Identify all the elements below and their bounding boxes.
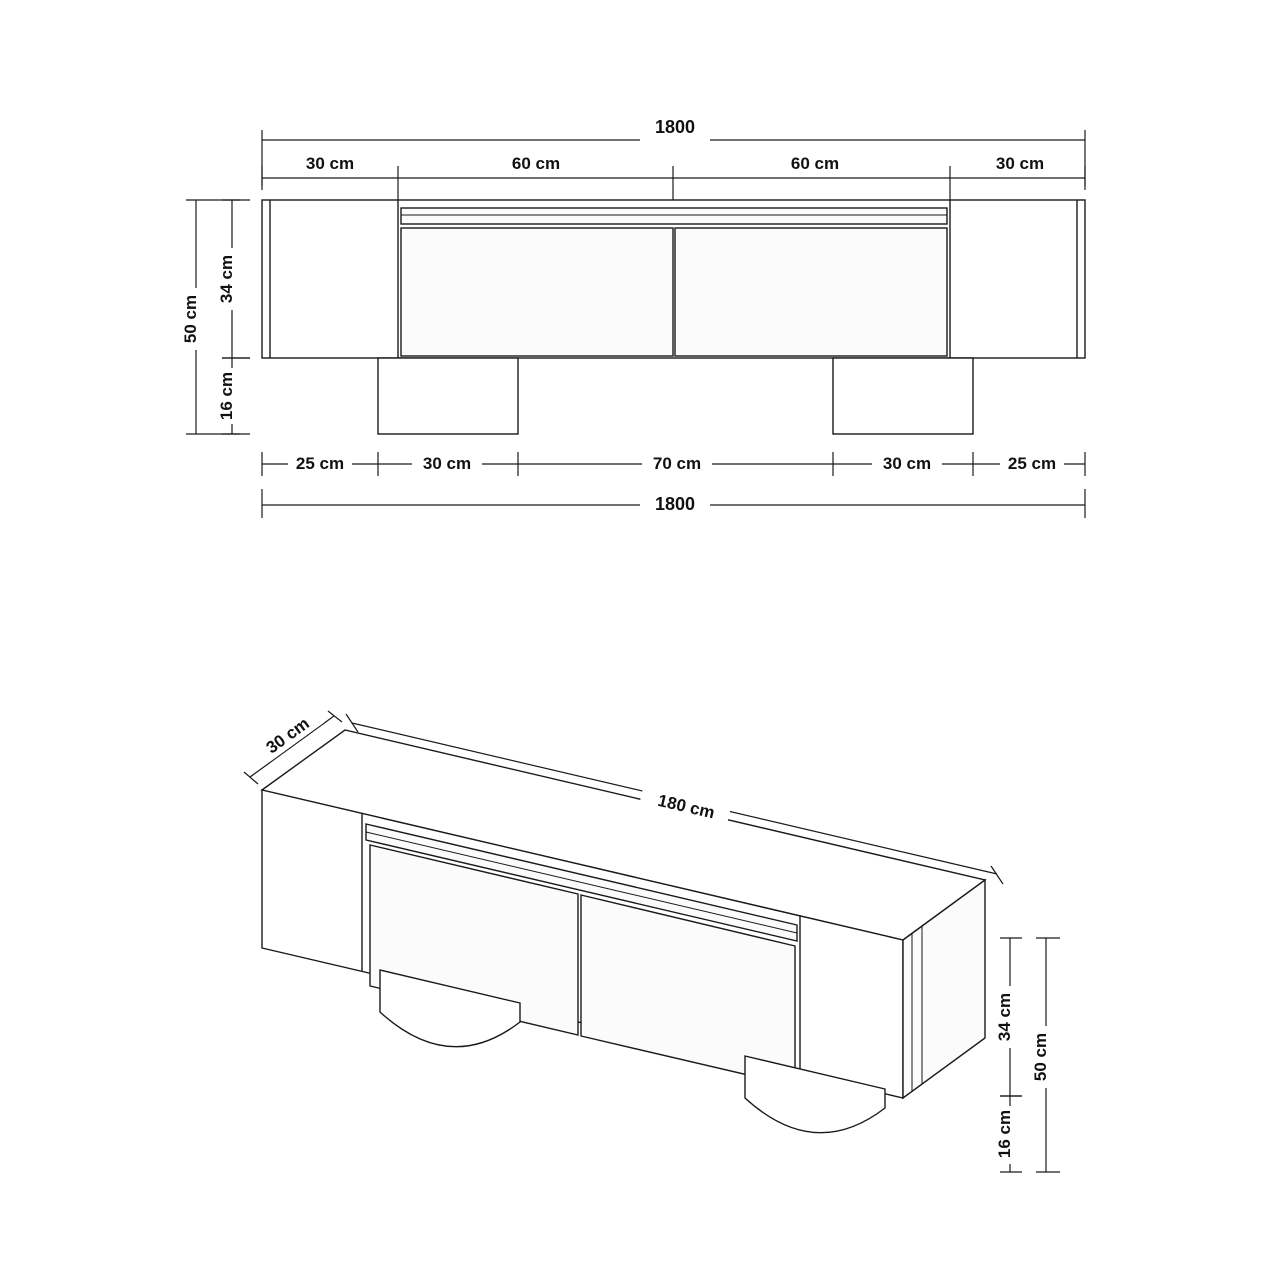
front-bottom-seg-5-label: 25 cm	[1007, 454, 1057, 473]
perspective-view-group	[244, 705, 1060, 1172]
front-top-seg-2-label: 60 cm	[511, 154, 561, 173]
perspective-height-legs-label: 16 cm	[995, 1109, 1014, 1159]
front-bottom-seg-3-label: 70 cm	[652, 454, 702, 473]
perspective-length-label: 180 cm	[656, 790, 717, 823]
front-top-seg-4-label: 30 cm	[995, 154, 1045, 173]
front-top-segments-dim	[262, 152, 1085, 190]
front-top-seg-3-label: 60 cm	[790, 154, 840, 173]
front-bottom-seg-1-label: 25 cm	[295, 454, 345, 473]
front-bottom-seg-4-label: 30 cm	[882, 454, 932, 473]
front-height-body-label: 34 cm	[217, 254, 236, 304]
front-top-seg-1-label: 30 cm	[305, 154, 355, 173]
front-bottom-seg-2-label: 30 cm	[422, 454, 472, 473]
perspective-height-body-label: 34 cm	[995, 992, 1014, 1042]
front-height-total-label: 50 cm	[181, 294, 200, 344]
perspective-depth-label: 30 cm	[262, 713, 313, 758]
perspective-height-total-label: 50 cm	[1031, 1032, 1050, 1082]
front-height-legs-label: 16 cm	[217, 371, 236, 421]
front-top-overall-label: 1800	[654, 117, 696, 137]
front-bottom-overall-label: 1800	[654, 494, 696, 514]
